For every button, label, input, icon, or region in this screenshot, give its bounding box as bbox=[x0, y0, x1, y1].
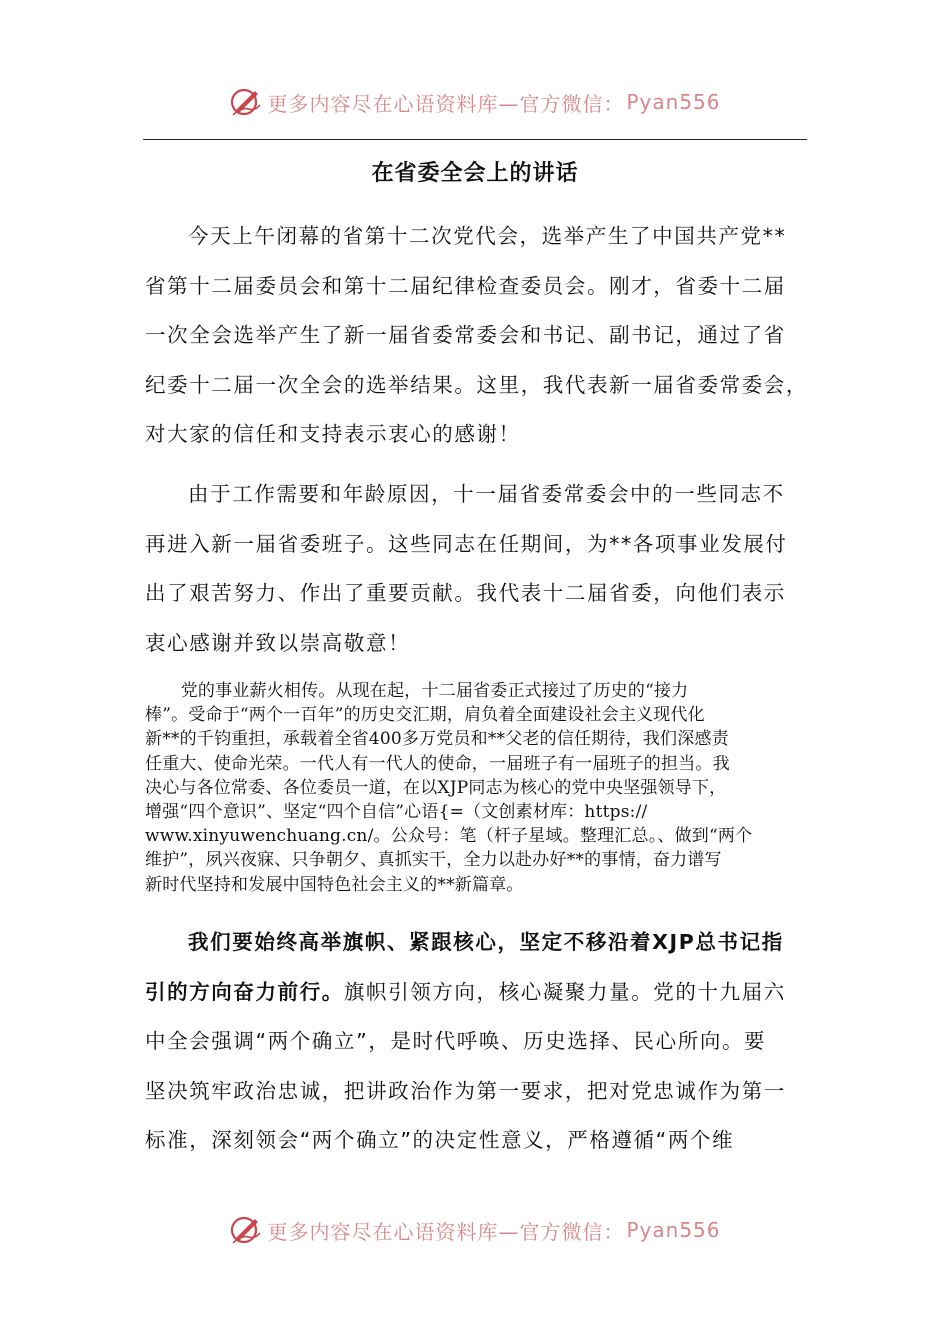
paragraph-3 bbox=[145, 679, 810, 897]
banner-text: 更多内容尽在心语资料库—官方微信： bbox=[267, 91, 625, 116]
paragraph-line: 新时代坚持和发展中国特色社会主义的**新篇章。 bbox=[145, 874, 524, 895]
paragraph-line: 任重大、使命光荣。一代人有一代人的使命，一届班子有一届班子的担当。我 bbox=[145, 753, 730, 774]
paragraph-line: 一次全会选举产生了新一届省委常委会和书记、副书记，通过了省 bbox=[145, 323, 786, 347]
paragraph-line: 新**的千钧重担，承载着全省400多万党员和**父老的信任期待，我们深感责 bbox=[145, 729, 729, 750]
paragraph-line: 对大家的信任和支持表示衷心的感谢！ bbox=[145, 422, 521, 446]
paragraph-line: 再进入新一届省委班子。这些同志在任期间，为**各项事业发展付 bbox=[145, 531, 788, 556]
paragraph-line: 由于工作需要和年龄原因，十一届省委常委会中的一些同志不 bbox=[188, 482, 785, 506]
paragraph-line: 标准，深刻领会“两个确立”的决定性意义，严格遵循“两个维 bbox=[145, 1128, 735, 1152]
paragraph-line: 今天上午闭幕的省第十二次党代会，选举产生了中国共产党** bbox=[188, 224, 787, 248]
paragraph-line: 纪委十二届一次全会的选举结果。这里，我代表新一届省委常委会， bbox=[145, 372, 808, 397]
paragraph-line: 维护”，夙兴夜寐、只争朝夕、真抓实干，全力以赴办好**的事情，奋力谱写 bbox=[145, 850, 722, 871]
paragraph-2 bbox=[145, 470, 810, 668]
paragraph-line: 中全会强调“两个确立”，是时代呼唤、历史选择、民心所向。要 bbox=[145, 1029, 767, 1053]
paragraph-line: 党的事业薪火相传。从现在起，十二届省委正式接过了历史的“接力 bbox=[180, 681, 689, 701]
paragraph-line: 坚决筑牢政治忠诚，把讲政治作为第一要求，把对党忠诚作为第一 bbox=[145, 1078, 786, 1103]
header-divider bbox=[143, 139, 807, 140]
paragraph-line: 增强“四个意识”、坚定“四个自信”心语{=（文创素材库：https:// bbox=[145, 802, 648, 823]
paragraph-line: 出了艰苦努力、作出了重要贡献。我代表十二届省委，向他们表示 bbox=[145, 581, 786, 605]
document-title: 在省委全会上的讲话 bbox=[371, 161, 579, 186]
footer-watermark-banner bbox=[0, 1210, 950, 1250]
paragraph-line: 省第十二届委员会和第十二届纪律检查委员会。刚才，省委十二届 bbox=[145, 273, 786, 298]
banner-text: 更多内容尽在心语资料库—官方微信： bbox=[267, 1219, 625, 1244]
paragraph-line: 决心与各位常委、各位委员一道，在以XJP同志为核心的党中央坚强领导下， bbox=[145, 777, 727, 798]
paragraph-line: 棒”。受命于“两个一百年”的历史交汇期，肩负着全面建设社会主义现代化 bbox=[145, 705, 705, 726]
pen-signature-icon bbox=[229, 1213, 263, 1247]
paragraph-line: www.xinyuwenchuang.cn/。公众号：笔（杆子星域。整理汇总。、做到“两个 bbox=[145, 826, 753, 847]
bold-heading-end: 引的方向奋力前行。 bbox=[145, 979, 344, 1004]
wechat-id: Pyan556 bbox=[626, 90, 721, 114]
paragraph-1 bbox=[145, 212, 810, 460]
pen-signature-icon bbox=[229, 85, 263, 119]
header-watermark-banner bbox=[0, 82, 950, 122]
wechat-id: Pyan556 bbox=[626, 1218, 721, 1242]
paragraph-line-rest: 旗帜引领方向，核心凝聚力量。党的十九届六 bbox=[343, 979, 786, 1004]
paragraph-4 bbox=[145, 918, 810, 1166]
bold-heading-line: 我们要始终高举旗帜、紧跟核心，坚定不移沿着XJP总书记指 bbox=[188, 930, 784, 954]
paragraph-line bbox=[145, 968, 810, 1018]
paragraph-line: 衷心感谢并致以崇高敬意！ bbox=[145, 630, 411, 655]
